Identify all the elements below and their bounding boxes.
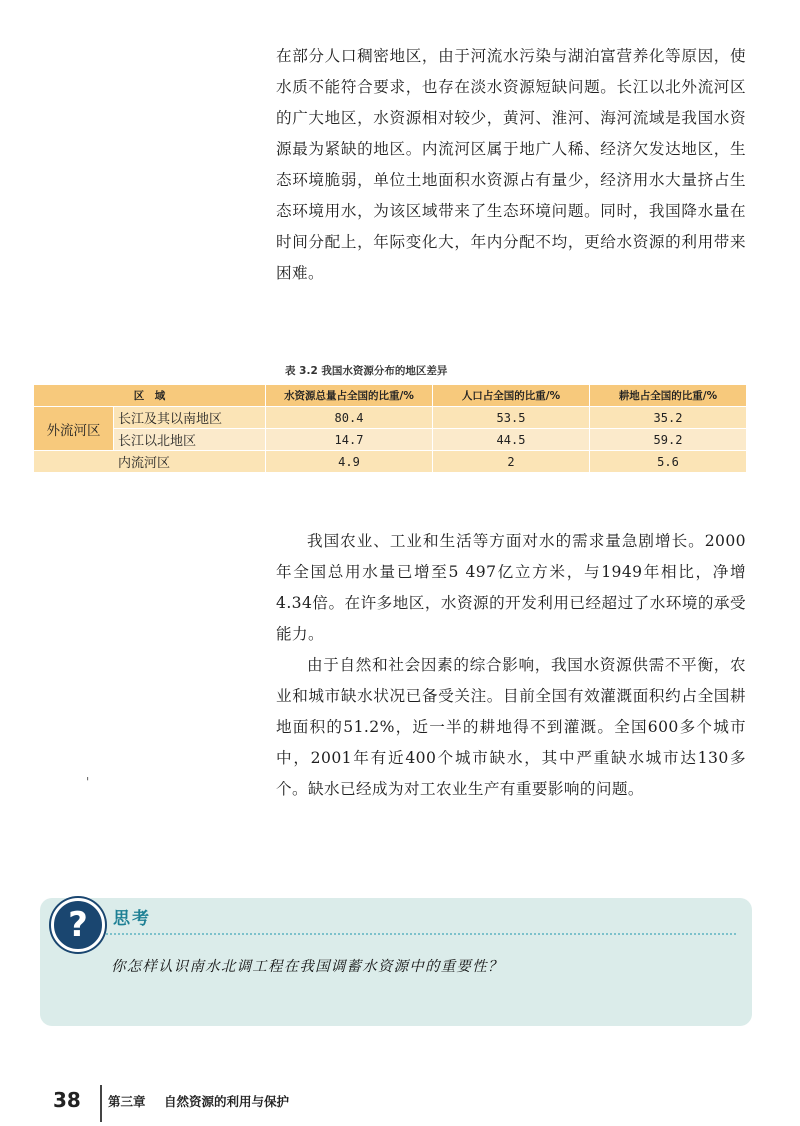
- water-distribution-table: [33, 384, 747, 473]
- chapter-label: 第三章: [108, 1094, 146, 1109]
- body-paragraph-3: 由于自然和社会因素的综合影响，我国水资源供需不平衡，农业和城市缺水状况已备受关注。目前全国有效灌溉面积约占全国耕地面积的51.2%，近一半的耕地得不到灌溉。全国600多个城市中，2001年有近400个城市缺水，其中严重缺水城市达130多个。缺水已经成为对工农业生产有重要影响的问题。: [276, 656, 746, 798]
- row-population-value: 53.5: [433, 407, 590, 429]
- row-water-value: 4.9: [266, 451, 433, 473]
- think-title: 思考: [113, 909, 151, 929]
- dotted-divider: [66, 933, 736, 935]
- row-farmland-value: 5.6: [590, 451, 747, 473]
- row-population-value: 2: [433, 451, 590, 473]
- header-farmland-share: 耕地占全国的比重/%: [590, 385, 747, 407]
- chapter-title: 自然资源的利用与保护: [164, 1094, 290, 1109]
- row-population-value: 44.5: [433, 429, 590, 451]
- question-mark-icon: ?: [51, 898, 105, 952]
- row-water-value: 80.4: [266, 407, 433, 429]
- body-paragraph-2: 我国农业、工业和生活等方面对水的需求量急剧增长。2000年全国总用水量已增至5 497亿立方米，与1949年相比，净增4.34倍。在许多地区，水资源的开发利用已经超过了水环境的承受能力。: [276, 532, 746, 643]
- row-region: 内流河区: [34, 451, 266, 473]
- table-row: [34, 407, 747, 429]
- row-water-value: 14.7: [266, 429, 433, 451]
- footer-divider: [100, 1085, 102, 1122]
- table-row: [34, 429, 747, 451]
- body-paragraph-1: 在部分人口稠密地区，由于河流水污染与湖泊富营养化等原因，使水质不能符合要求，也存在淡水资源短缺问题。长江以北外流河区的广大地区，水资源相对较少，黄河、淮河、海河流域是我国水资源最为紧缺的地区。内流河区属于地广人稀、经济欠发达地区，生态环境脆弱，单位土地面积水资源占有量少，经济用水大量挤占生态环境用水，为该区域带来了生态环境问题。同时，我国降水量在时间分配上，年际变化大，年内分配不均，更给水资源的利用带来困难。: [276, 47, 746, 282]
- row-region: 长江以北地区: [114, 429, 266, 451]
- table-caption: 表 3.2 我国水资源分布的地区差异: [285, 365, 448, 377]
- header-water-share: 水资源总量占全国的比重/%: [266, 385, 433, 407]
- header-region: 区 域: [34, 385, 266, 407]
- row-farmland-value: 35.2: [590, 407, 747, 429]
- table-header-row: [34, 385, 747, 407]
- group-label-exorheic: 外流河区: [34, 407, 114, 451]
- stray-mark: ': [86, 775, 90, 789]
- table-row: [34, 451, 747, 473]
- header-population-share: 人口占全国的比重/%: [433, 385, 590, 407]
- row-farmland-value: 59.2: [590, 429, 747, 451]
- page-number: 38: [53, 1088, 81, 1112]
- row-region: 长江及其以南地区: [114, 407, 266, 429]
- think-question: 你怎样认识南水北调工程在我国调蓄水资源中的重要性？: [111, 959, 504, 975]
